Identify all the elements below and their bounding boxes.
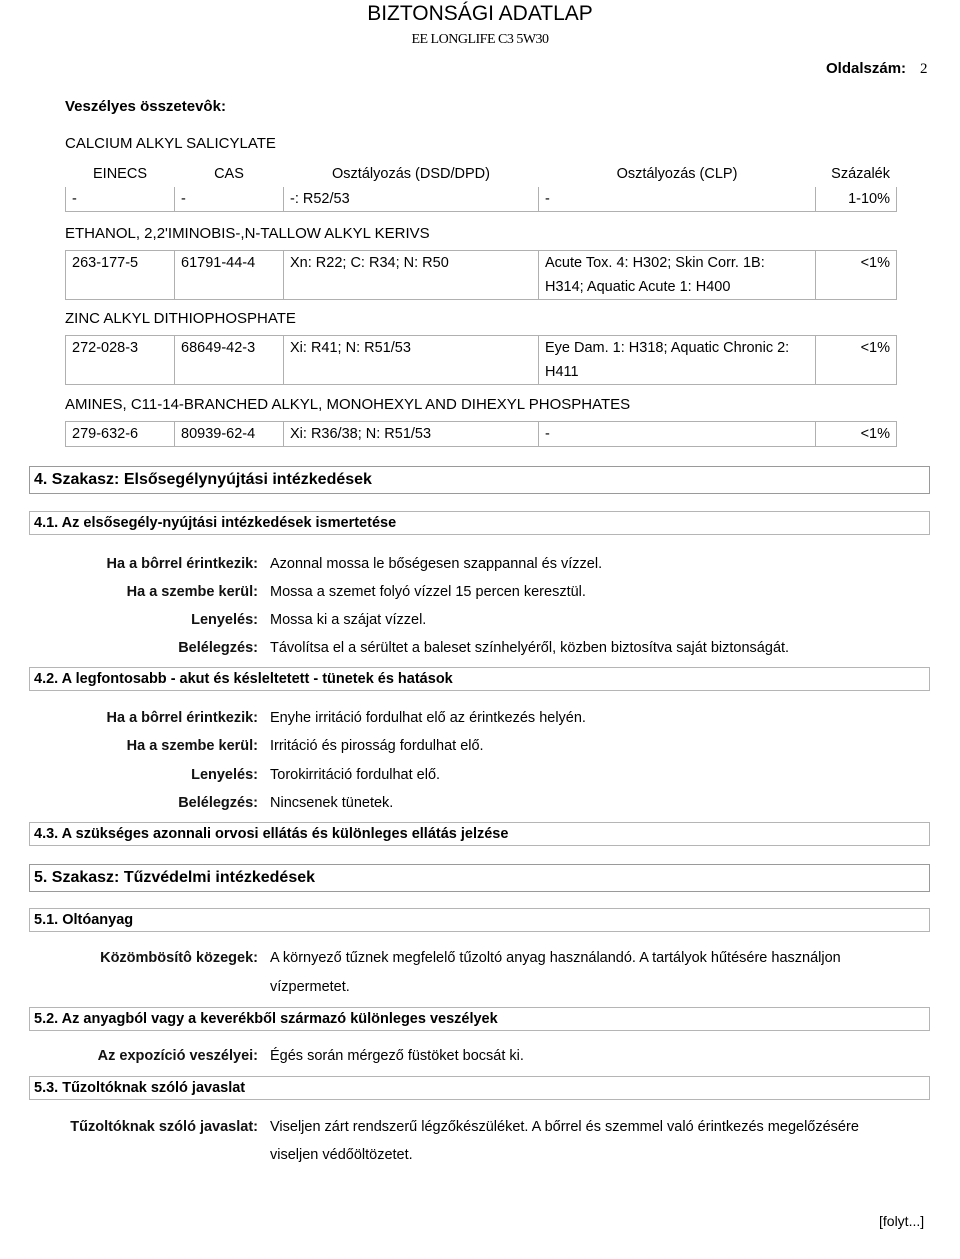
- firefighter-advice-value-line-1: Viseljen zárt rendszerű légzőkészüléket. A bőrrel és szemmel való érintkezés megelőzésére: [270, 1119, 859, 1135]
- table-row: [66, 336, 897, 385]
- section-4-title: 4. Szakasz: Elsősegélynyújtási intézkedések: [34, 471, 372, 488]
- subsection-4-2-header: [29, 667, 930, 691]
- col-dsd: Osztályozás (DSD/DPD): [284, 162, 539, 187]
- table-row: [66, 422, 897, 447]
- symptom-value: Irritáció és pirosság fordulhat elő.: [270, 738, 484, 754]
- cell-clp: -: [539, 187, 816, 212]
- cell-percent: <1%: [816, 336, 897, 385]
- cell-einecs: -: [66, 187, 175, 212]
- subsection-4-1-header: [29, 511, 930, 535]
- cell-percent: <1%: [816, 422, 897, 447]
- continued-marker: [folyt...]: [879, 1213, 925, 1229]
- product-name: EE LONGLIFE C3 5W30: [411, 32, 549, 47]
- composition-table-1: [65, 161, 897, 212]
- clp-line-2: H411: [545, 364, 579, 380]
- cell-cas: 61791-44-4: [175, 251, 284, 300]
- cell-einecs: 263-177-5: [66, 251, 175, 300]
- composition-table-3: [65, 335, 897, 385]
- symptom-value: Nincsenek tünetek.: [270, 795, 394, 811]
- cell-dsd: Xn: R22; C: R34; N: R50: [284, 251, 539, 300]
- extinguishing-media-value-line-2: vízpermetet.: [270, 979, 350, 995]
- cell-clp: [539, 336, 816, 385]
- first-aid-label: Ha a bôrrel érintkezik:: [106, 556, 258, 572]
- subsection-4-3-title: 4.3. A szükséges azonnali orvosi ellátás és különleges ellátás jelzése: [34, 826, 509, 842]
- substance-name: CALCIUM ALKYL SALICYLATE: [65, 135, 276, 152]
- symptom-label: Ha a bôrrel érintkezik:: [106, 710, 258, 726]
- extinguishing-media-label: Közömbösítô közegek:: [100, 950, 258, 966]
- symptom-label: Ha a szembe kerül:: [126, 738, 258, 754]
- first-aid-value: Azonnal mossa le bőségesen szappannal és vízzel.: [270, 556, 603, 572]
- extinguishing-media-value-line-1: A környező tűznek megfelelő tűzoltó anyag használandó. A tartályok hűtésére használjon: [270, 950, 841, 966]
- col-clp: Osztályozás (CLP): [539, 162, 816, 187]
- section-5-title: 5. Szakasz: Tűzvédelmi intézkedések: [34, 869, 316, 886]
- cell-percent: <1%: [816, 251, 897, 300]
- page-number-label: Oldalszám:: [826, 60, 907, 77]
- symptom-label: Lenyelés:: [191, 767, 258, 783]
- subsection-4-1-title: 4.1. Az elsősegély-nyújtási intézkedések ismertetése: [34, 515, 397, 531]
- cell-clp: [539, 251, 816, 300]
- first-aid-value: Távolítsa el a sérültet a baleset színhelyéről, közben biztosítva saját biztonságát.: [270, 640, 790, 656]
- cell-cas: 68649-42-3: [175, 336, 284, 385]
- first-aid-label: Lenyelés:: [191, 612, 258, 628]
- symptom-value: Enyhe irritáció fordulhat elő az érintkezés helyén.: [270, 710, 586, 726]
- symptom-label: Belélegzés:: [178, 795, 258, 811]
- cell-einecs: 279-632-6: [66, 422, 175, 447]
- composition-table-2: [65, 250, 897, 300]
- substance-name: ZINC ALKYL DITHIOPHOSPHATE: [65, 310, 296, 327]
- section-4-header: [29, 466, 930, 494]
- substance-name: ETHANOL, 2,2'IMINOBIS-,N-TALLOW ALKYL KERIVS: [65, 225, 430, 242]
- first-aid-label: Ha a szembe kerül:: [126, 584, 258, 600]
- first-aid-label: Belélegzés:: [178, 640, 258, 656]
- table-row: [66, 187, 897, 212]
- cell-einecs: 272-028-3: [66, 336, 175, 385]
- subsection-5-1-title: 5.1. Oltóanyag: [34, 912, 134, 928]
- symptom-value: Torokirritáció fordulhat elő.: [270, 767, 441, 783]
- cell-percent: 1-10%: [816, 187, 897, 212]
- subsection-5-1-header: [29, 908, 930, 932]
- subsection-4-3-header: [29, 822, 930, 846]
- first-aid-value: Mossa ki a szájat vízzel.: [270, 612, 427, 628]
- composition-table-4: [65, 421, 897, 447]
- cell-dsd: -: R52/53: [284, 187, 539, 212]
- col-einecs: EINECS: [66, 162, 175, 187]
- clp-line-1: Eye Dam. 1: H318; Aquatic Chronic 2:: [545, 340, 790, 356]
- subsection-4-2-title: 4.2. A legfontosabb - akut és késleltetett - tünetek és hatások: [34, 671, 453, 687]
- subsection-5-3-title: 5.3. Tűzoltóknak szóló javaslat: [34, 1080, 246, 1096]
- exposure-hazards-value: Égés során mérgező füstöket bocsát ki.: [270, 1048, 524, 1064]
- cell-cas: 80939-62-4: [175, 422, 284, 447]
- cell-clp: -: [539, 422, 816, 447]
- exposure-hazards-label: Az expozíció veszélyei:: [97, 1048, 258, 1064]
- table-header-row: [66, 162, 897, 187]
- substance-name: AMINES, C11-14-BRANCHED ALKYL, MONOHEXYL AND DIHEXYL PHOSPHATES: [65, 396, 631, 413]
- clp-line-2: H314; Aquatic Acute 1: H400: [545, 279, 731, 295]
- section-5-header: [29, 864, 930, 892]
- table-row: [66, 251, 897, 300]
- subsection-5-2-header: [29, 1007, 930, 1031]
- page-number: 2: [920, 61, 928, 77]
- cell-dsd: Xi: R36/38; N: R51/53: [284, 422, 539, 447]
- cell-dsd: Xi: R41; N: R51/53: [284, 336, 539, 385]
- subsection-5-2-title: 5.2. Az anyagból vagy a keverékből származó különleges veszélyek: [34, 1011, 498, 1027]
- cell-cas: -: [175, 187, 284, 212]
- col-percent: Százalék: [816, 162, 897, 187]
- first-aid-value: Mossa a szemet folyó vízzel 15 percen keresztül.: [270, 584, 586, 600]
- firefighter-advice-value-line-2: viseljen védőöltözetet.: [270, 1147, 413, 1163]
- subsection-5-3-header: [29, 1076, 930, 1100]
- firefighter-advice-label: Tűzoltóknak szóló javaslat:: [70, 1119, 258, 1135]
- document-title: BIZTONSÁGI ADATLAP: [367, 2, 593, 25]
- hazardous-ingredients-heading: Veszélyes összetevôk:: [65, 98, 226, 115]
- clp-line-1: Acute Tox. 4: H302; Skin Corr. 1B:: [545, 255, 765, 271]
- col-cas: CAS: [175, 162, 284, 187]
